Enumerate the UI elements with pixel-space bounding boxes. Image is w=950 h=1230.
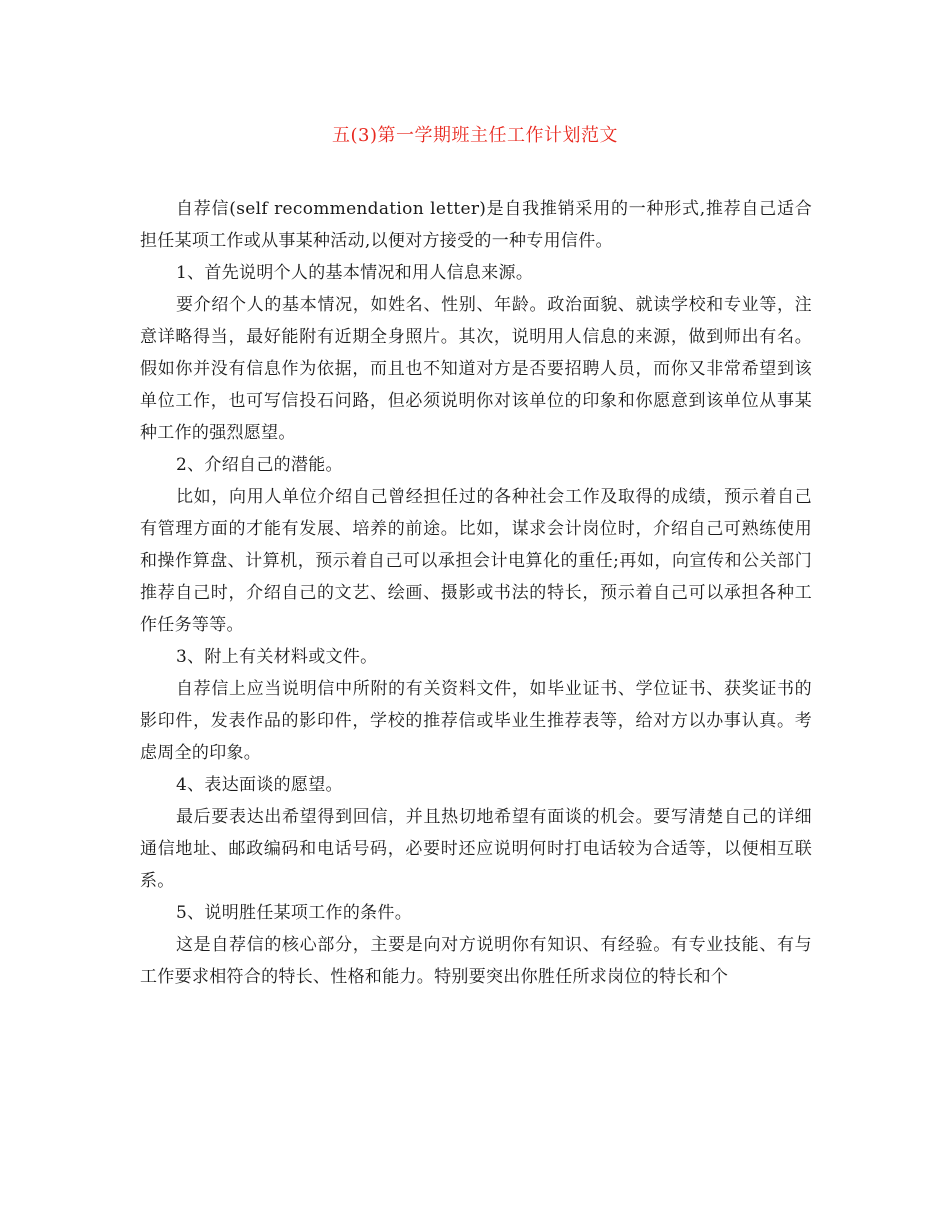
paragraph-item-2: 比如，向用人单位介绍自己曾经担任过的各种社会工作及取得的成绩，预示着自己有管理方面的才能有发展、培养的前途。比如，谋求会计岗位时，介绍自己可熟练使用和操作算盘、计算机，预示着自己可以承担会计电算化的重任;再如，向宣传和公关部门推荐自己时，介绍自己的文艺、绘画、摄影或书法的特长，预示着自己可以承担各种工作任务等等。 <box>140 487 812 635</box>
heading-item-5: 5、说明胜任某项工作的条件。 <box>176 903 413 923</box>
paragraph-item-3: 自荐信上应当说明信中所附的有关资料文件，如毕业证书、学位证书、获奖证书的影印件，发表作品的影印件，学校的推荐信或毕业生推荐表等，给对方以办事认真。考虑周全的印象。 <box>140 679 812 763</box>
heading-item-2: 2、介绍自己的潜能。 <box>176 455 343 475</box>
heading-item-3: 3、附上有关材料或文件。 <box>176 647 378 667</box>
document-body <box>140 193 812 993</box>
heading-item-4: 4、表达面谈的愿望。 <box>176 775 343 795</box>
paragraph-item-4: 最后要表达出希望得到回信，并且热切地希望有面谈的机会。要写清楚自己的详细通信地址、邮政编码和电话号码，必要时还应说明何时打电话较为合适等，以便相互联系。 <box>140 807 812 891</box>
heading-item-1: 1、首先说明个人的基本情况和用人信息来源。 <box>176 263 534 283</box>
paragraph-intro: 自荐信(self recommendation letter)是自我推销采用的一种形式,推荐自己适合担任某项工作或从事某种活动,以便对方接受的一种专用信件。 <box>140 199 812 251</box>
paragraph-item-5: 这是自荐信的核心部分，主要是向对方说明你有知识、有经验。有专业技能、有与工作要求相符合的特长、性格和能力。特别要突出你胜任所求岗位的特长和个 <box>140 935 812 987</box>
document-title: 五(3)第一学期班主任工作计划范文 <box>332 125 618 146</box>
paragraph-item-1: 要介绍个人的基本情况，如姓名、性别、年龄。政治面貌、就读学校和专业等，注意详略得当，最好能附有近期全身照片。其次，说明用人信息的来源，做到师出有名。假如你并没有信息作为依据，而且也不知道对方是否要招聘人员，而你又非常希望到该单位工作，也可写信投石问路，但必须说明你对该单位的印象和你愿意到该单位从事某种工作的强烈愿望。 <box>140 295 812 443</box>
